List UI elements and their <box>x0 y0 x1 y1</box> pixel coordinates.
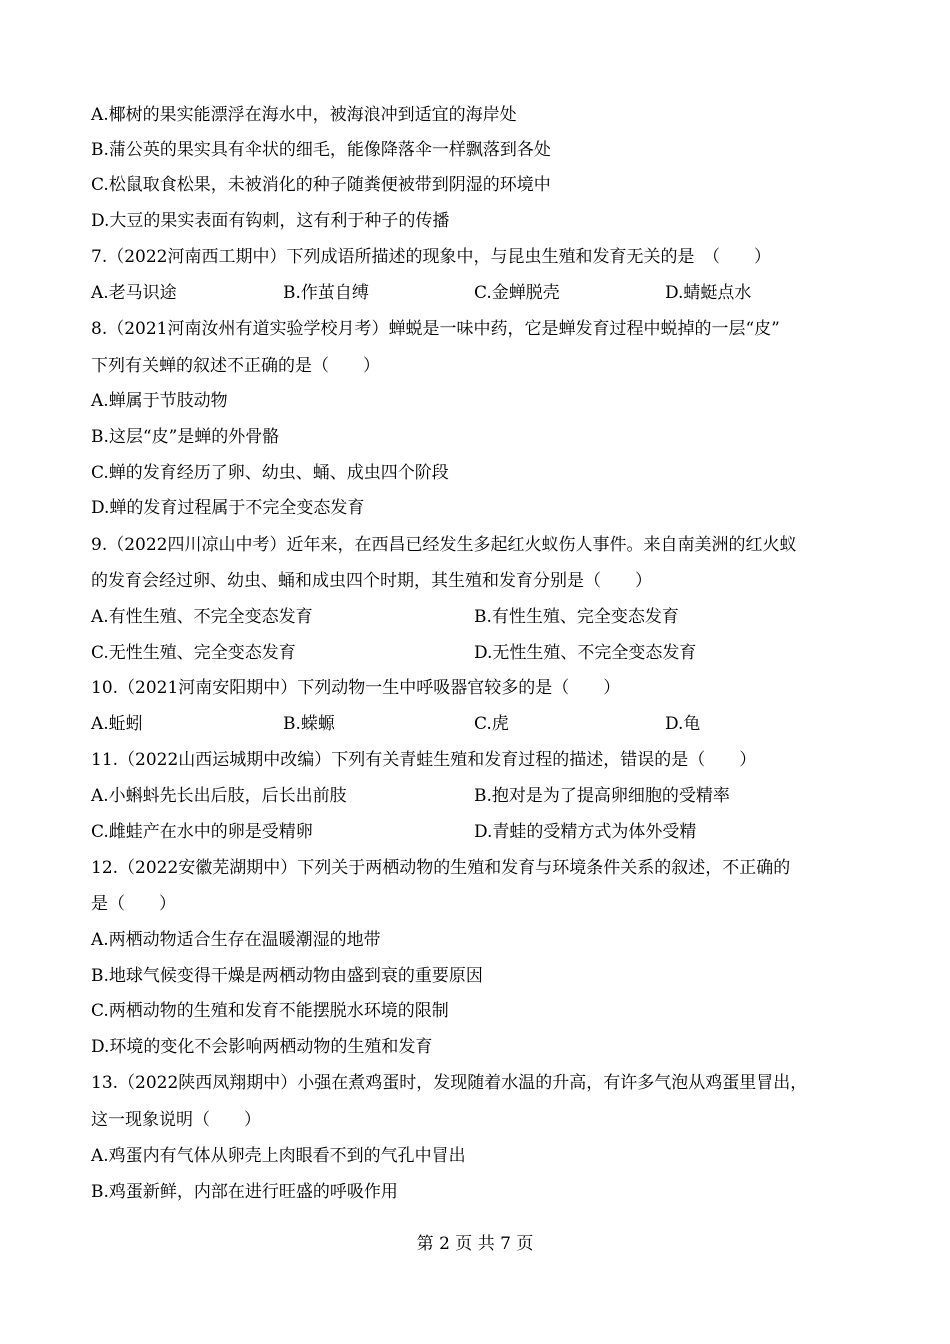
question-8-cont: 下列有关蝉的叙述不正确的是（ ） <box>91 356 380 376</box>
question-9-cont: 的发育会经过卵、幼虫、蛹和成虫四个时期，其生殖和发育分别是（ ） <box>91 571 652 591</box>
q8-option-c: C.蝉的发育经历了卵、幼虫、蛹、成虫四个阶段 <box>91 463 449 483</box>
q12-option-d: D.环境的变化不会影响两栖动物的生殖和发育 <box>91 1037 433 1057</box>
q12-option-a: A.两栖动物适合生存在温暖潮湿的地带 <box>91 930 381 950</box>
question-13-cont: 这一现象说明（ ） <box>91 1110 261 1130</box>
question-7: 7.（2022河南西工期中）下列成语所描述的现象中，与昆虫生殖和发育无关的是 （ ） <box>91 247 771 267</box>
question-12: 12.（2022安徽芜湖期中）下列关于两栖动物的生殖和发育与环境条件关系的叙述，不正确的 <box>91 858 791 878</box>
q6-option-c: C.松鼠取食松果，未被消化的种子随粪便被带到阴湿的环境中 <box>91 175 551 195</box>
question-12-cont: 是（ ） <box>91 894 176 914</box>
q7-option-b: B.作茧自缚 <box>283 283 369 303</box>
q9-option-a: A.有性生殖、不完全变态发育 <box>91 607 313 627</box>
q12-option-c: C.两栖动物的生殖和发育不能摆脱水环境的限制 <box>91 1001 449 1021</box>
q9-option-d: D.无性生殖、不完全变态发育 <box>474 643 697 663</box>
q11-option-b: B.抱对是为了提高卵细胞的受精率 <box>474 786 730 806</box>
question-11: 11.（2022山西运城期中改编）下列有关青蛙生殖和发育过程的描述，错误的是（ ） <box>91 750 757 770</box>
q11-option-a: A.小蝌蚪先长出后肢，后长出前肢 <box>91 786 347 806</box>
question-8: 8.（2021河南汝州有道实验学校月考）蝉蜕是一味中药，它是蝉发育过程中蜕掉的一层“皮” <box>91 319 780 339</box>
q7-option-c: C.金蝉脱壳 <box>474 283 560 303</box>
q7-option-d: D.蜻蜓点水 <box>665 283 752 303</box>
question-13: 13.（2022陕西凤翔期中）小强在煮鸡蛋时，发现随着水温的升高，有许多气泡从鸡蛋里冒出， <box>91 1073 808 1093</box>
q10-option-d: D.龟 <box>665 714 701 734</box>
q8-option-a: A.蝉属于节肢动物 <box>91 391 228 411</box>
question-9: 9.（2022四川凉山中考）近年来，在西昌已经发生多起红火蚁伤人事件。来自南美洲的红火蚁 <box>91 535 797 555</box>
q6-option-d: D.大豆的果实表面有钩刺，这有利于种子的传播 <box>91 211 450 231</box>
q13-option-a: A.鸡蛋内有气体从卵壳上肉眼看不到的气孔中冒出 <box>91 1146 466 1166</box>
q9-option-c: C.无性生殖、完全变态发育 <box>91 643 296 663</box>
q9-option-b: B.有性生殖、完全变态发育 <box>474 607 679 627</box>
page-number: 第 2 页 共 7 页 <box>416 1234 534 1254</box>
q12-option-b: B.地球气候变得干燥是两栖动物由盛到衰的重要原因 <box>91 966 483 986</box>
q8-option-d: D.蝉的发育过程属于不完全变态发育 <box>91 498 365 518</box>
q10-option-a: A.蚯蚓 <box>91 714 143 734</box>
q8-option-b: B.这层“皮”是蝉的外骨骼 <box>91 427 280 447</box>
q11-option-d: D.青蛙的受精方式为体外受精 <box>474 822 697 842</box>
question-10: 10.（2021河南安阳期中）下列动物一生中呼吸器官较多的是（ ） <box>91 678 621 698</box>
q13-option-b: B.鸡蛋新鲜，内部在进行旺盛的呼吸作用 <box>91 1182 398 1202</box>
q10-option-b: B.蝾螈 <box>283 714 335 734</box>
q6-option-b: B.蒲公英的果实具有伞状的细毛，能像降落伞一样飘落到各处 <box>91 140 551 160</box>
q10-option-c: C.虎 <box>474 714 509 734</box>
q11-option-c: C.雌蛙产在水中的卵是受精卵 <box>91 822 313 842</box>
q6-option-a: A.椰树的果实能漂浮在海水中，被海浪冲到适宜的海岸处 <box>91 105 517 125</box>
q7-option-a: A.老马识途 <box>91 283 177 303</box>
